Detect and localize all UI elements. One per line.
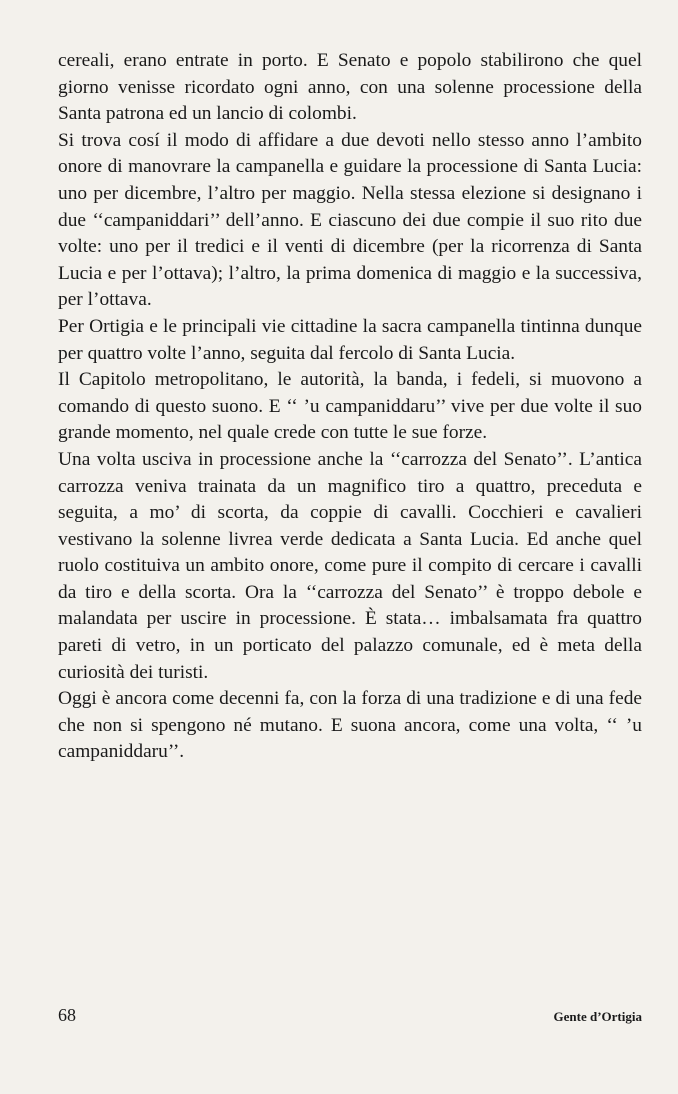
- paragraph-6: Oggi è ancora come decenni fa, con la forza di una tradizione e di una fede che non si spengono né mutano. E suona ancora, come una volta, ‘‘ ’u campaniddaru’’.: [58, 688, 642, 763]
- body-text: [58, 48, 642, 766]
- running-title: Gente d’Ortigia: [553, 1009, 642, 1024]
- paragraph-1: cereali, erano entrate in porto. E Senato e popolo stabilirono che quel giorno venisse ricordato ogni anno, con una solenne processione della Santa patrona ed un lancio di colombi.: [58, 50, 642, 125]
- page-footer: [58, 1005, 642, 1029]
- paragraph-2: Si trova cosí il modo di affidare a due devoti nello stesso anno l’ambito onore di manovrare la campanella e guidare la processione di Santa Lucia: uno per dicembre, l’altro per maggio. Nella stessa elezione si designano i due ‘‘campaniddari’’ dell’anno. E ciascuno dei due compie il suo rito due volte: uno per il tredici e il venti di dicembre (per la ricorrenza di Santa Lucia e per l’ottava); l’altro, la prima domenica di maggio e la successiva, per l’ottava.: [58, 129, 642, 311]
- paragraph-3: Per Ortigia e le principali vie cittadine la sacra campanella tintinna dunque per quattro volte l’anno, seguita dal fercolo di Santa Lucia.: [58, 315, 642, 364]
- page-number: 68: [58, 1005, 76, 1025]
- paragraph-5: Una volta usciva in processione anche la ‘‘carrozza del Senato’’. L’antica carrozza veniva trainata da un magnifico tiro a quattro, preceduta e seguita, a mo’ di scorta, da coppie di cavalli. Cocchieri e cavalieri vestivano la solenne livrea verde dedicata a Santa Lucia. Ed anche quel ruolo costituiva un ambito onore, come pure il compito di cercare i cavalli da tiro e della scorta. Ora la ‘‘carrozza del Senato’’ è troppo debole e malandata per uscire in processione. È stata… imbalsamata fra quattro pareti di vetro, in un porticato del palazzo comunale, ed è meta della curiosità dei turisti.: [58, 448, 642, 683]
- paragraph-4: Il Capitolo metropolitano, le autorità, la banda, i fedeli, si muovono a comando di questo suono. E ‘‘ ’u campaniddaru’’ vive per due volte il suo grande momento, nel quale crede con tutte le sue forze.: [58, 369, 642, 444]
